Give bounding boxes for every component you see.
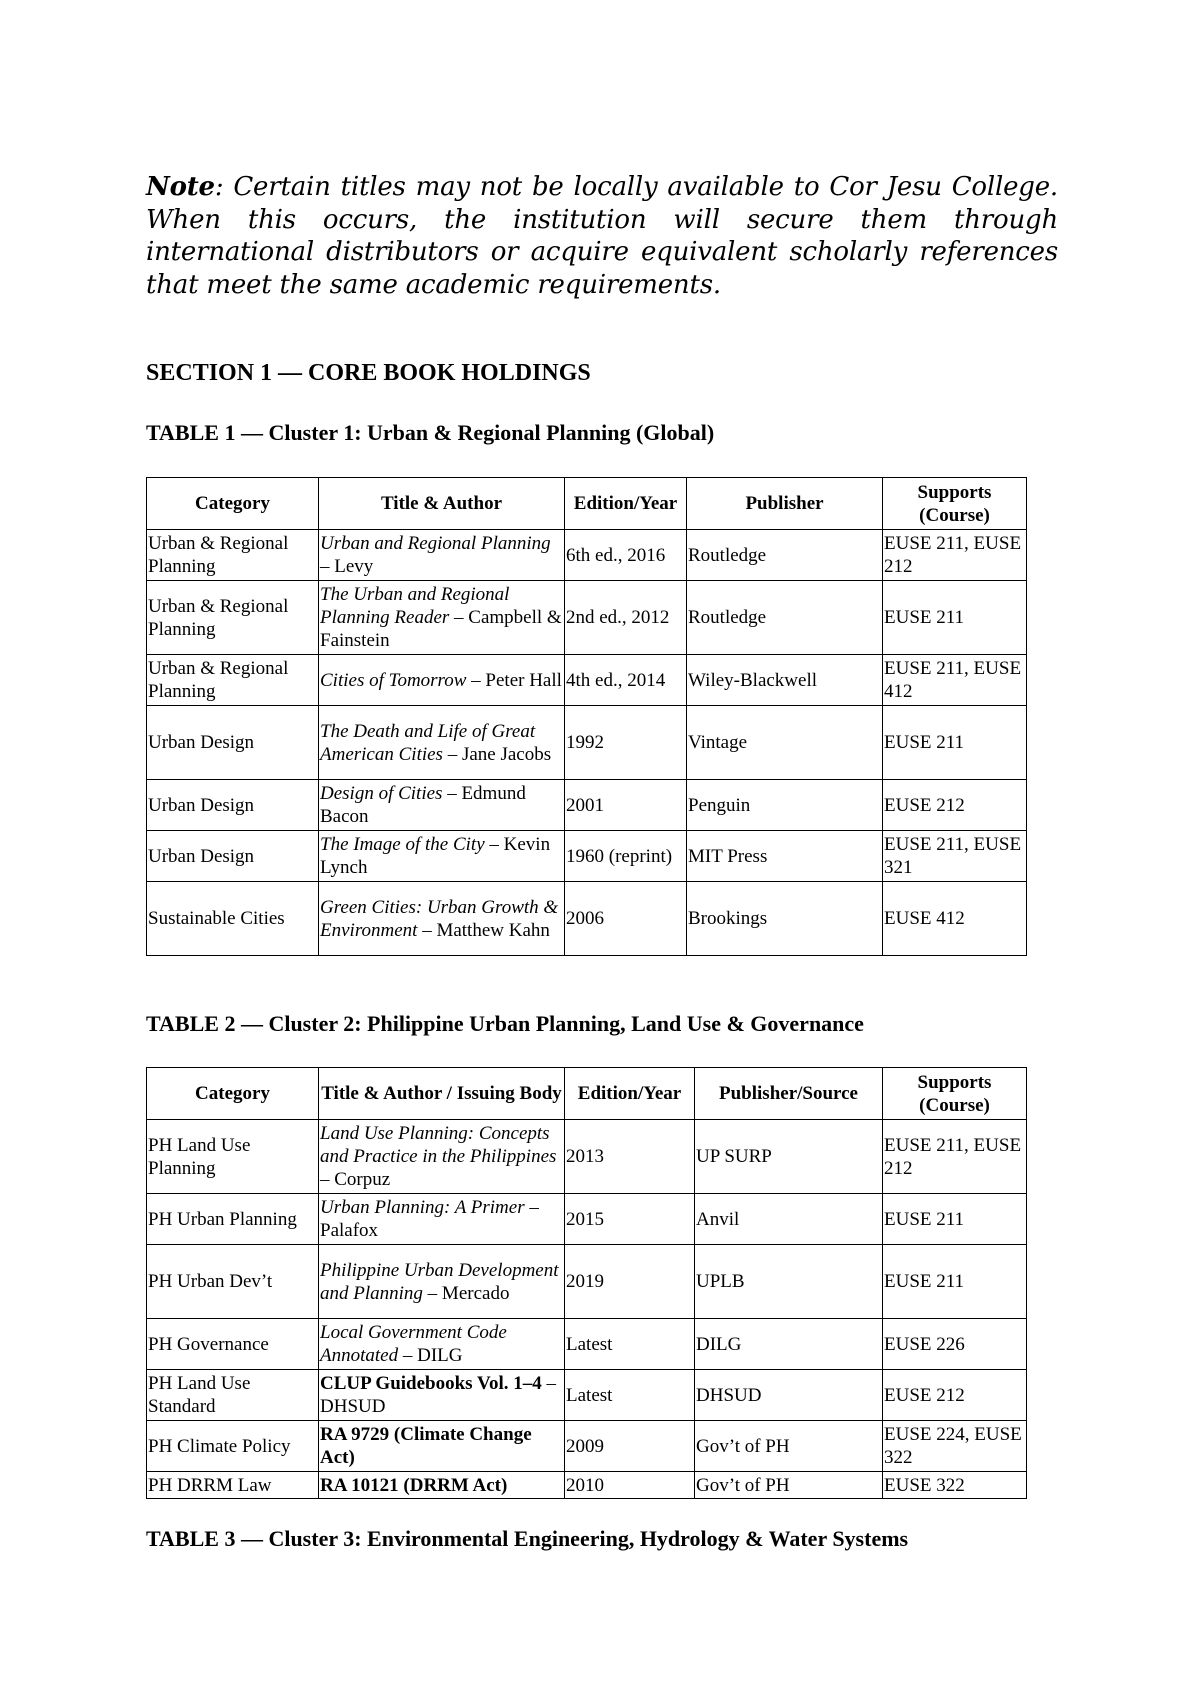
note-label: Note — [146, 172, 215, 202]
supports-cell: EUSE 322 — [883, 1472, 1027, 1499]
edition-cell: 2015 — [565, 1194, 695, 1245]
table2-title: TABLE 2 — Cluster 2: Philippine Urban Planning, Land Use & Governance — [146, 1011, 864, 1036]
column-header: Publisher — [687, 478, 883, 530]
category-cell: PH DRRM Law — [147, 1472, 319, 1499]
supports-cell: EUSE 212 — [883, 780, 1027, 831]
table-row — [147, 530, 1027, 581]
category-cell: Urban & Regional Planning — [147, 530, 319, 581]
publisher-cell: Gov’t of PH — [695, 1421, 883, 1472]
book-author: – Edmund Bacon — [320, 783, 526, 827]
book-title: The Death and Life of Great American Cities — [320, 720, 536, 765]
table3-title: TABLE 3 — Cluster 3: Environmental Engineering, Hydrology & Water Systems — [146, 1526, 909, 1551]
edition-cell: Latest — [565, 1319, 695, 1370]
table-row — [147, 1472, 1027, 1499]
book-author: – Mercado — [422, 1282, 510, 1304]
category-cell: PH Land Use Standard — [147, 1370, 319, 1421]
title-cell — [319, 1319, 565, 1370]
supports-cell: EUSE 224, EUSE 322 — [883, 1421, 1027, 1472]
table-row — [147, 655, 1027, 706]
title-cell — [319, 1194, 565, 1245]
publisher-cell: Anvil — [695, 1194, 883, 1245]
column-header: Supports (Course) — [883, 478, 1027, 530]
book-title: Design of Cities — [320, 783, 443, 804]
publisher-cell: Penguin — [687, 780, 883, 831]
table-row — [147, 1319, 1027, 1370]
publisher-cell: Routledge — [687, 530, 883, 581]
edition-cell: 2013 — [565, 1120, 695, 1194]
book-author: – Peter Hall — [466, 669, 562, 691]
category-cell: PH Urban Planning — [147, 1194, 319, 1245]
table-row — [147, 1421, 1027, 1472]
publisher-cell: DHSUD — [695, 1370, 883, 1421]
column-header: Edition/Year — [565, 478, 687, 530]
table-row — [147, 831, 1027, 882]
supports-cell: EUSE 211 — [883, 706, 1027, 780]
edition-cell: Latest — [565, 1370, 695, 1421]
title-cell — [319, 530, 565, 581]
edition-cell: 1992 — [565, 706, 687, 780]
category-cell: Urban Design — [147, 780, 319, 831]
title-cell — [319, 831, 565, 882]
column-header: Publisher/Source — [695, 1068, 883, 1120]
section-title: SECTION 1 — CORE BOOK HOLDINGS — [146, 360, 591, 386]
category-cell: Urban Design — [147, 706, 319, 780]
table-header-row — [147, 478, 1027, 530]
table-header-row — [147, 1068, 1027, 1120]
edition-cell: 2006 — [565, 882, 687, 956]
table-row — [147, 706, 1027, 780]
book-title: Cities of Tomorrow — [320, 669, 467, 691]
table-row — [147, 581, 1027, 655]
edition-cell: 2001 — [565, 780, 687, 831]
title-cell — [319, 1472, 565, 1499]
supports-cell: EUSE 211 — [883, 1194, 1027, 1245]
supports-cell: EUSE 211 — [883, 581, 1027, 655]
column-header: Supports (Course) — [883, 1068, 1027, 1120]
edition-cell: 2010 — [565, 1472, 695, 1499]
category-cell: Urban Design — [147, 831, 319, 882]
publisher-cell: Routledge — [687, 581, 883, 655]
table-row — [147, 1370, 1027, 1421]
book-title: CLUP Guidebooks Vol. 1–4 — [320, 1373, 542, 1394]
table-row — [147, 1245, 1027, 1319]
book-title: Urban Planning: A Primer — [320, 1197, 525, 1218]
column-header: Title & Author — [319, 478, 565, 530]
table2 — [146, 1067, 1027, 1499]
book-author: – Matthew Kahn — [417, 919, 550, 941]
category-cell: Sustainable Cities — [147, 882, 319, 956]
publisher-cell: DILG — [695, 1319, 883, 1370]
table1 — [146, 477, 1027, 956]
note-paragraph — [146, 171, 1058, 301]
table-row — [147, 882, 1027, 956]
table-row — [147, 780, 1027, 831]
book-author: – Corpuz — [320, 1169, 391, 1190]
publisher-cell: Brookings — [687, 882, 883, 956]
title-cell — [319, 882, 565, 956]
book-title: Philippine Urban Development and Planning — [320, 1259, 559, 1304]
supports-cell: EUSE 226 — [883, 1319, 1027, 1370]
publisher-cell: Wiley-Blackwell — [687, 655, 883, 706]
book-title: Local Government Code Annotated — [320, 1322, 507, 1366]
title-cell — [319, 706, 565, 780]
title-cell — [319, 1421, 565, 1472]
book-author: – Palafox — [320, 1197, 539, 1241]
edition-cell: 6th ed., 2016 — [565, 530, 687, 581]
book-title: RA 10121 (DRRM Act) — [320, 1474, 508, 1496]
book-author: – Levy — [320, 556, 374, 577]
table-row — [147, 1194, 1027, 1245]
book-title: The Urban and Regional Planning Reader — [320, 584, 510, 628]
book-author: – Kevin Lynch — [320, 834, 551, 878]
column-header: Category — [147, 1068, 319, 1120]
supports-cell: EUSE 211, EUSE 412 — [883, 655, 1027, 706]
title-cell — [319, 1245, 565, 1319]
supports-cell: EUSE 412 — [883, 882, 1027, 956]
title-cell — [319, 780, 565, 831]
book-author: – DHSUD — [320, 1373, 556, 1417]
book-title: RA 9729 (Climate Change Act) — [320, 1424, 532, 1468]
publisher-cell: Vintage — [687, 706, 883, 780]
category-cell: PH Climate Policy — [147, 1421, 319, 1472]
book-author: – Jane Jacobs — [442, 743, 552, 765]
column-header: Category — [147, 478, 319, 530]
supports-cell: EUSE 211, EUSE 212 — [883, 1120, 1027, 1194]
column-header: Title & Author / Issuing Body — [319, 1068, 565, 1120]
supports-cell: EUSE 211, EUSE 321 — [883, 831, 1027, 882]
edition-cell: 4th ed., 2014 — [565, 655, 687, 706]
category-cell: Urban & Regional Planning — [147, 655, 319, 706]
title-cell — [319, 581, 565, 655]
book-author: – DILG — [398, 1345, 463, 1366]
book-title: Land Use Planning: Concepts and Practice in the Philippines — [320, 1123, 557, 1167]
note-text: : Certain titles may not be locally available to Cor Jesu College. When this occurs, the institution will secure them through international distributors or acquire equivalent scholarly references that meet the same academic requirements. — [146, 172, 1058, 300]
supports-cell: EUSE 211 — [883, 1245, 1027, 1319]
edition-cell: 2009 — [565, 1421, 695, 1472]
column-header: Edition/Year — [565, 1068, 695, 1120]
publisher-cell: UPLB — [695, 1245, 883, 1319]
publisher-cell: UP SURP — [695, 1120, 883, 1194]
book-author: – Campbell & Fainstein — [320, 607, 562, 651]
book-title: The Image of the City — [320, 834, 485, 855]
publisher-cell: MIT Press — [687, 831, 883, 882]
title-cell — [319, 655, 565, 706]
category-cell: PH Urban Dev’t — [147, 1245, 319, 1319]
title-cell — [319, 1370, 565, 1421]
edition-cell: 1960 (reprint) — [565, 831, 687, 882]
book-title: Green Cities: Urban Growth & Environment — [320, 896, 559, 941]
publisher-cell: Gov’t of PH — [695, 1472, 883, 1499]
supports-cell: EUSE 211, EUSE 212 — [883, 530, 1027, 581]
edition-cell: 2nd ed., 2012 — [565, 581, 687, 655]
edition-cell: 2019 — [565, 1245, 695, 1319]
table-row — [147, 1120, 1027, 1194]
category-cell: Urban & Regional Planning — [147, 581, 319, 655]
table1-title: TABLE 1 — Cluster 1: Urban & Regional Planning (Global) — [146, 420, 715, 445]
title-cell — [319, 1120, 565, 1194]
category-cell: PH Land Use Planning — [147, 1120, 319, 1194]
category-cell: PH Governance — [147, 1319, 319, 1370]
supports-cell: EUSE 212 — [883, 1370, 1027, 1421]
book-title: Urban and Regional Planning — [320, 533, 551, 554]
